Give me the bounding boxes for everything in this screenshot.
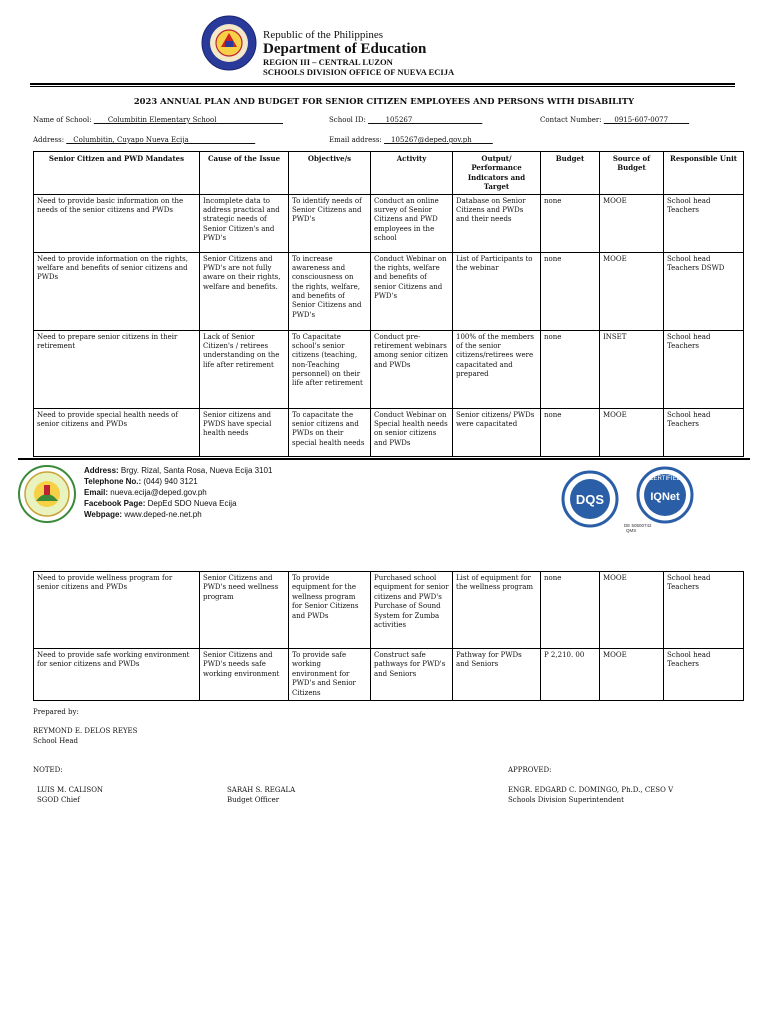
noted2-title: Budget Officer: [227, 796, 280, 804]
budget-cell: none: [541, 330, 600, 408]
mandate-cell: Need to prepare senior citizens in their retirement: [34, 330, 200, 408]
cause-cell: Senior Citizens and PWD's need wellness program: [200, 572, 289, 649]
header-divider-thin: [30, 86, 735, 87]
header-budget: Budget: [541, 152, 600, 195]
table-row: [34, 252, 744, 330]
activity-cell: Construct safe pathways for PWD's and Seniors: [371, 649, 453, 701]
output-cell: Pathway for PWDs and Seniors: [453, 649, 541, 701]
dqs-logo-text: DQS: [575, 492, 605, 507]
noted2-name: SARAH S. REGALA: [227, 786, 296, 794]
activity-cell: Conduct Webinar on Special health needs on senior citizens and PWDs: [371, 408, 453, 456]
document-title: 2023 ANNUAL PLAN AND BUDGET FOR SENIOR CITIZEN EMPLOYEES AND PERSONS WITH DISABILITY: [133, 96, 635, 106]
budget-cell: none: [541, 252, 600, 330]
budget-cell: P 2,210. 00: [541, 649, 600, 701]
school-name-field: Name of School: ____Columbitin Elementary School___________________: [33, 116, 283, 124]
objective-cell: To capacitate the senior citizens and PWDs on their special health needs: [289, 408, 371, 456]
header-cause: Cause of the Issue: [200, 152, 289, 195]
plan-table-page1: [33, 151, 744, 457]
approved-name: ENGR. EDGARD C. DOMINGO, Ph.D., CESO V: [508, 786, 674, 794]
budget-cell: none: [541, 408, 600, 456]
header-objectives: Objective/s: [289, 152, 371, 195]
objective-cell: To Capacitate school's senior citizens (teaching, non-Teaching personnel) on their life after retirement: [289, 330, 371, 408]
source-cell: MOOE: [600, 194, 664, 252]
responsible-cell: School head Teachers: [664, 330, 744, 408]
objective-cell: To provide equipment for the wellness program for Senior Citizens and PWDs: [289, 572, 371, 649]
source-cell: MOOE: [600, 252, 664, 330]
mandate-cell: Need to provide information on the rights, welfare and benefits of senior citizens and PWDs: [34, 252, 200, 330]
activity-cell: Conduct an online survey of Senior Citizens and PWD employees in the school: [371, 194, 453, 252]
school-id-field: School ID: _____105267____________________: [329, 116, 483, 124]
certified-text: CERTIFIED: [649, 476, 681, 482]
noted1-title: SGOD Chief: [37, 796, 80, 804]
table-row: [34, 330, 744, 408]
noted-label: NOTED:: [33, 766, 63, 774]
output-cell: Database on Senior Citizens and PWDs and their needs: [453, 194, 541, 252]
footer-webpage: Webpage: www.deped-ne.net.ph: [84, 510, 202, 519]
contact-number-field: Contact Number: ___0915-607-0077______: [540, 116, 690, 124]
footer-telephone: Telephone No.: (044) 940 3121: [84, 477, 198, 486]
output-cell: List of equipment for the wellness program: [453, 572, 541, 649]
republic-line: Republic of the Philippines: [263, 29, 384, 41]
activity-cell: Conduct pre-retirement webinars among senior citizen and PWDs: [371, 330, 453, 408]
cert-qms-text: QMS: [626, 528, 637, 533]
source-cell: INSET: [600, 330, 664, 408]
output-cell: Senior citizens/ PWDs were capacitated: [453, 408, 541, 456]
iqnet-logo-text: IQNet: [650, 491, 680, 503]
table-row: [34, 194, 744, 252]
activity-cell: Conduct Webinar on the rights, welfare and benefits of senior Citizens and PWD's: [371, 252, 453, 330]
prepared-by-label: Prepared by:: [33, 708, 79, 716]
objective-cell: To provide safe working environment for PWD's and Senior Citizens: [289, 649, 371, 701]
table-row: [34, 649, 744, 701]
footer-facebook: Facebook Page: DepEd SDO Nueva Ecija: [84, 499, 237, 508]
prepared-name: REYMOND E. DELOS REYES: [33, 727, 138, 735]
noted1-name: LUIS M. CALISON: [37, 786, 104, 794]
header-output: Output/ Performance Indicators and Target: [453, 152, 541, 195]
responsible-cell: School head Teachers DSWD: [664, 252, 744, 330]
table-header-row: [34, 152, 744, 195]
source-cell: MOOE: [600, 649, 664, 701]
objective-cell: To identify needs of Senior Citizens and PWD's: [289, 194, 371, 252]
cert-number-text: DE 50500742: [624, 523, 652, 528]
table-row: [34, 408, 744, 456]
cause-cell: Senior Citizens and PWD's are not fully aware on their rights, welfare and benefits.: [200, 252, 289, 330]
mandate-cell: Need to provide special health needs of senior citizens and PWDs: [34, 408, 200, 456]
email-field: Email address: __105267@deped.gov.ph______: [329, 136, 493, 144]
footer-email: Email: nueva.ecija@deped.gov.ph: [84, 488, 207, 497]
deped-seal-icon: [201, 15, 257, 71]
mandate-cell: Need to provide safe working environment for senior citizens and PWDs: [34, 649, 200, 701]
header-mandates: Senior Citizen and PWD Mandates: [34, 152, 200, 195]
footer-address: Address: Brgy. Rizal, Santa Rosa, Nueva Ecija 3101: [84, 466, 273, 475]
responsible-cell: School head Teachers: [664, 194, 744, 252]
header-responsible: Responsible Unit: [664, 152, 744, 195]
header-source: Source of Budget: [600, 152, 664, 195]
mandate-cell: Need to provide basic information on the needs of the senior citizens and PWDs: [34, 194, 200, 252]
iso-certification-logos-icon: [556, 465, 696, 533]
source-cell: MOOE: [600, 408, 664, 456]
header-divider: [30, 83, 735, 85]
division-line: SCHOOLS DIVISION OFFICE OF NUEVA ECIJA: [263, 67, 455, 77]
cause-cell: Senior citizens and PWDS have special health needs: [200, 408, 289, 456]
table-row: [34, 572, 744, 649]
footer-contact-block: [84, 465, 272, 520]
region-line: REGION III – CENTRAL LUZON: [263, 57, 393, 67]
responsible-cell: School head Teachers: [664, 649, 744, 701]
objective-cell: To increase awareness and consciousness on the rights, welfare, and benefits of Senior Citizens and PWD's: [289, 252, 371, 330]
source-cell: MOOE: [600, 572, 664, 649]
approved-label: APPROVED:: [508, 766, 552, 774]
cause-cell: Senior Citizens and PWD's needs safe working environment: [200, 649, 289, 701]
sdo-nueva-ecija-seal-icon: [18, 465, 76, 523]
mandate-cell: Need to provide wellness program for senior citizens and PWDs: [34, 572, 200, 649]
activity-cell: Purchased school equipment for senior citizens and PWD's Purchase of Sound System for Zumba activities: [371, 572, 453, 649]
responsible-cell: School head Teachers: [664, 572, 744, 649]
cause-cell: Lack of Senior Citizen's / retirees understanding on the life after retirement: [200, 330, 289, 408]
budget-cell: none: [541, 194, 600, 252]
prepared-title: School Head: [33, 737, 79, 745]
plan-table-page2: [33, 571, 744, 701]
header-activity: Activity: [371, 152, 453, 195]
address-field: Address: __Columbitin, Cuyapo Nueva Ecija___________________: [33, 136, 256, 144]
approved-title: Schools Division Superintendent: [508, 796, 624, 804]
footer-divider: [18, 458, 750, 460]
cause-cell: Incomplete data to address practical and strategic needs of Senior Citizen's and PWD's: [200, 194, 289, 252]
department-name: Department of Education: [263, 41, 427, 57]
responsible-cell: School head Teachers: [664, 408, 744, 456]
output-cell: 100% of the members of the senior citizens/retirees were capacitated and prepared: [453, 330, 541, 408]
budget-cell: none: [541, 572, 600, 649]
output-cell: List of Participants to the webinar: [453, 252, 541, 330]
